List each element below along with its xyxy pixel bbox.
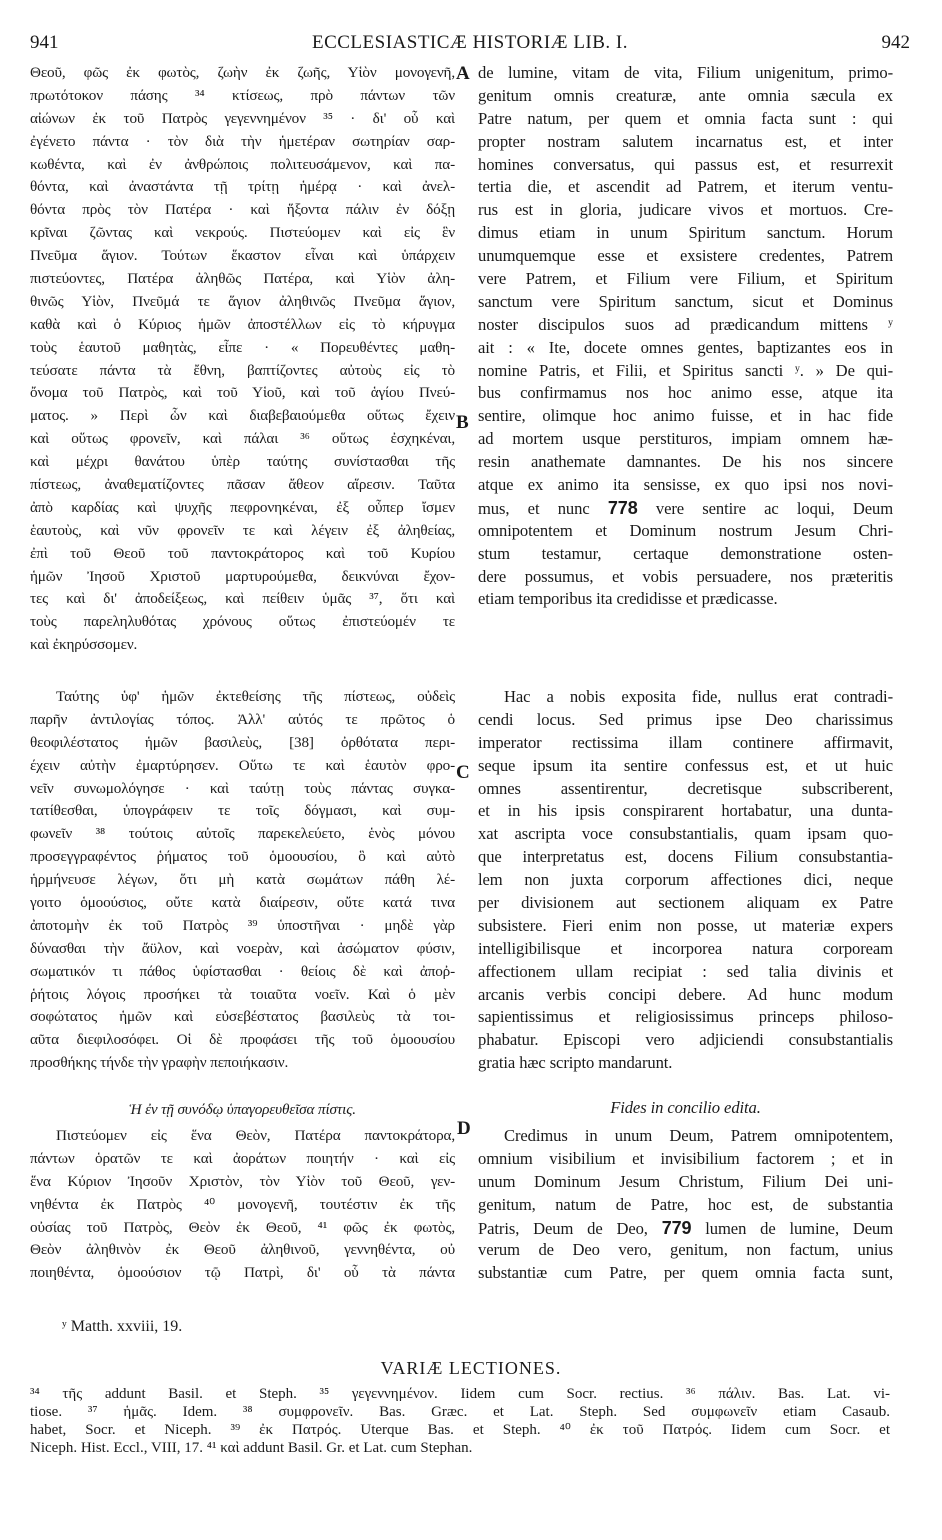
text-line: σωματικόν τι πάθος ὑφίστασθαι · θείοις δὲ καὶ ἀποῤ- (30, 962, 455, 980)
running-header (30, 32, 910, 58)
text-line: omnium visibilium et invisibilium factorem ; et in (478, 1148, 893, 1168)
variant-note-line: ³⁴ τῆς addunt Basil. et Steph. ³⁵ γεγεννημένον. Iidem cum Socr. rectius. ³⁶ πάλιν. Bas. Lat. vi- (30, 1386, 890, 1402)
text-line: πρωτότοκον πάσης ³⁴ κτίσεως, πρὸ πάντων τῶν (30, 86, 455, 104)
text-line: affectionem ullam recipiat : sed talia divinis et (478, 961, 893, 981)
text-line: Θεοῦ, φῶς ἐκ φωτὸς, ζωὴν ἐκ ζωῆς, Υἱὸν μονογενῆ, (30, 64, 455, 81)
text-line: ματος. » Περὶ ὧν καὶ διαβεβαιούμεθα οὕτως ἔχειν (30, 407, 455, 425)
text-line: gratia hæc scripto mandarunt. (478, 1053, 673, 1073)
text-line: Patre natum, per quem et omnia facta sunt : qui (478, 108, 893, 128)
text-line: Hac a nobis exposita fide, nullus erat contradi- (504, 687, 893, 706)
text-line: sanctum vere Spiritum sanctum, sicut et Dominus (478, 291, 893, 311)
text-line: Θεὸν ἀληθινὸν ἐκ Θεοῦ ἀληθινοῦ, γεννηθέντα, οὐ (30, 1241, 455, 1259)
text-fragment: mus, et nunc (478, 498, 608, 518)
greek-heading-line: Ἡ ἐν τῇ συνόδῳ ὑπαγορευθεῖσα πίστις. (129, 1101, 356, 1118)
text-line: έχειν αὐτὴν ἐμαρτύρησεν. Οὕτω τε καὶ ἑαυτὸν φρο- (30, 756, 455, 774)
text-line: νεῖν συνωμολόγησε · καὶ ταύτῃ τοὺς πάντας συγκα- (30, 779, 455, 797)
text-line: ait : « Ite, docete omnes gentes, baptizantes eos in (478, 337, 893, 357)
variae-lectiones-title: VARIÆ LECTIONES. (380, 1358, 562, 1378)
page-number-right: 942 (881, 32, 910, 53)
text-line: ἑαυτοὺς, καὶ νῦν φρονεῖν τε καὶ λέγειν ἐξ ἀληθείας, (30, 521, 455, 539)
text-line: αἰώνων ἐκ τοῦ Πατρὸς γεγεννημένον ³⁵ · δι' οὗ καὶ (30, 109, 455, 127)
text-line: θινῶς Υἱὸν, Πνεῦμά τε ἅγιον ἀληθινῶς Πνεῦμα ἅγιον, (30, 292, 455, 310)
text-line: φωνεῖν ³⁸ τούτοις αὐτοῖς παρεκελεύετο, ἑνὸς μόνου (30, 825, 455, 843)
text-line: rus est in gloria, judicare vivos et mortuos. Cre- (478, 200, 893, 220)
latin-text-block-2 (478, 686, 893, 1075)
text-line: omnipotentem et Dominum nostrum Jesum Chri- (478, 520, 893, 540)
text-line: ὄνομα τοῦ Πατρὸς, καὶ τοῦ Υἱοῦ, καὶ τοῦ ἁγίου Πνεύ- (30, 384, 455, 402)
text-line: arcanis verbis concipi debere. Ad hunc modum (478, 984, 893, 1004)
latin-heading-line: Fides in concilio edita. (610, 1098, 761, 1117)
text-line: resin anathemate damnantes. De his nos sincere (478, 452, 893, 472)
text-line: αῦτα διεφιλοσόφει. Οἱ δὲ προφάσει τῆς τοῦ ὁμοουσίου (30, 1031, 455, 1049)
text-line: tertia die, et ascendit ad Patrem, et iterum ventu- (478, 177, 893, 197)
greek-text-block-3 (30, 1125, 455, 1285)
text-line: θόντα πρὸς τὸν Πατέρα · καὶ ἥξοντα πάλιν ἐν δόξῃ (30, 201, 455, 219)
text-line: Πνεῦμα ἅγιον. Τούτων ἕκαστον εἶναι καὶ ὑπάρχειν (30, 247, 455, 265)
text-line: Ταύτης ὑφ' ἡμῶν ἐκτεθείσης τῆς πίστεως, οὐδεὶς (56, 688, 455, 705)
text-line: πίστεως, ἀναθεματίζοντες πᾶσαν ἄθεον αἵρεσιν. Ταῦτα (30, 476, 455, 494)
text-line: etiam temporibus ita credidisse et prædicasse. (478, 589, 778, 609)
text-line: κρῖναι ζῶντας καὶ νεκρούς. Πιστεύομεν καὶ εἰς ἓν (30, 224, 455, 242)
text-fragment: Patris, Deum de Deo, (478, 1218, 662, 1238)
text-line: propter nostram salutem incarnatus est, et inter (478, 131, 893, 151)
text-line: de lumine, vitam de vita, Filium unigenitum, primo- (478, 63, 893, 82)
text-fragment: vere sentire ac loqui, Deum (637, 498, 893, 518)
text-line: ad mortem usque perstituros, impiam omnem hæ- (478, 429, 893, 449)
text-line: σοφώτατος ἡμῶν καὶ εὐσεβέστατος βασιλεὺς τὰ τοι- (30, 1008, 455, 1026)
margin-marker-a: A (456, 63, 470, 84)
latin-subheading (478, 1097, 893, 1120)
text-line: bus confirmamus nos hoc animo esse, atque ita (478, 383, 893, 403)
text-line: nomine Patris, et Filii, et Spiritus sancti ʸ. » De qui- (478, 360, 893, 380)
text-line: imperator rectissima illam continere affirmavit, (478, 732, 893, 752)
text-line: δύνασθαι τὴν ἄϋλον, καὶ νοερὰν, καὶ ἀσώματον φύσιν, (30, 939, 455, 957)
text-line: stum testamur, certaque demonstratione osten- (478, 543, 893, 563)
text-line: seque ipsum ita sentire confessus est, et ut huic (478, 755, 893, 775)
page-number-left: 941 (30, 32, 59, 53)
latin-text-block-1 (478, 62, 893, 611)
text-line: ποιηθέντα, ὁμοούσιον τῷ Πατρὶ, δι' οὗ τὰ πάντα (30, 1264, 455, 1282)
text-line: lem non juxta corporum affectiones dici, neque (478, 870, 893, 890)
text-line: τεύσατε πάντα τὰ ἔθνη, βαπτίζοντες αὐτοὺς εἰς τὸ (30, 361, 455, 379)
text-line: que interpretatus est, docens Filium consubstantia- (478, 847, 893, 867)
text-line: intelligibilisque et incorporea natura corpoream (478, 938, 893, 958)
text-line (478, 1217, 893, 1240)
text-line: sentire, olimque hoc animo fuisse, et in hac fide (478, 406, 893, 426)
text-line: ἐπὶ τοῦ Θεοῦ τοῦ παντοκράτορος καὶ τοῦ Κυρίου (30, 544, 455, 562)
margin-marker-c: C (456, 762, 470, 783)
text-line: ῥήτοις λόγοις προσήκει τὰ τοιαῦτα νοεῖν. Καὶ ὁ μὲν (30, 985, 455, 1003)
text-line: πιστεύοντες, Πατέρα ἀληθῶς Πατέρα, καὶ Υἱὸν ἀλη- (30, 270, 455, 288)
text-line: vere Patrem, et Filium vere Filium, et Spiritum (478, 269, 893, 289)
text-line: πάντων ὁρατῶν τε καὶ ἀοράτων ποιητήν · καὶ εἰς (30, 1149, 455, 1167)
text-line: τες καὶ δι' ἀποδείξεως, καὶ πείθειν ὑμᾶς ³⁷, ὅτι καὶ (30, 590, 455, 608)
text-line: προσεγγραφέντος ῥήματος τοῦ ὁμοουσίου, ὃ καὶ αὐτὸ (30, 848, 455, 866)
variae-lectiones-notes (30, 1385, 890, 1457)
text-line: τατίθεσθαι, ὑπογράφειν τε τοῖς δόγμασι, καὶ συμ- (30, 802, 455, 820)
column-number: 779 (661, 1217, 692, 1238)
variant-note-line: tiose. ³⁷ ἡμᾶς. Idem. ³⁸ συμφρονεῖν. Bas. Græc. et Lat. Steph. Sed συμφωνεῖν etiam Casaub. (30, 1404, 890, 1420)
text-line: xat ascripta voce consubstantialis, quam ipsam quo- (478, 824, 893, 844)
text-line: τοὺς παρεληλυθότας χρόνους οὕτως ἐπιστεύομέν τε (30, 613, 455, 631)
text-line: verum de Deo vero, genitum, non factum, unius (478, 1240, 893, 1260)
margin-marker-b: B (456, 412, 469, 433)
text-line: per divisionem aut sectionem aliquam ex Patre (478, 893, 893, 913)
text-line: cendi locus. Sed primus ipse Deo charissimus (478, 709, 893, 729)
text-line: subsistere. Fieri enim non posse, ut materiæ expers (478, 915, 893, 935)
text-line: προσθήκης τήνδε τὴν γραφὴν πεποιήκασιν. (30, 1054, 289, 1072)
text-line: et in his ipsis conspirarent hortabatur, una dunta- (478, 801, 893, 821)
text-line: noster discipulos suos ad prædicandum mittens ʸ (478, 314, 893, 334)
text-line: ἀποτομὴν ἐκ τοῦ Πατρὸς ³⁹ ὑποστῆναι · μηδὲ γὰρ (30, 916, 455, 934)
text-line: atque ex animo ita sensisse, ex quo ipsi nos novi- (478, 475, 893, 495)
text-line: phabatur. Episcopi vero adjiciendi consubstantialis (478, 1030, 893, 1050)
text-line: γοιτο ὁμοούσιος, οὔτε κατὰ διαίρεσιν, οὔτε κατά τινα (30, 894, 455, 912)
text-fragment: lumen de lumine, Deum (691, 1218, 893, 1238)
footnote: ʸ Matth. xxviii, 19. (62, 1318, 183, 1335)
text-line: ἡρμήνευσε λέγων, ὅτι μὴ κατὰ σωμάτων πάθη λέ- (30, 871, 455, 889)
variant-note-line: Niceph. Hist. Eccl., VIII, 17. ⁴¹ καὶ addunt Basil. Gr. et Lat. cum Stephan. (30, 1440, 473, 1456)
greek-text-block-2 (30, 686, 455, 1075)
text-line: ἡμῶν Ἰησοῦ Χριστοῦ μαρτυρούμεθα, δεικνύναι ἔχον- (30, 567, 455, 585)
text-line: unumquemque esse et exsistere credentes, Patrem (478, 246, 893, 266)
running-title: ECCLESIASTICÆ HISTORIÆ LIB. I. (311, 32, 629, 53)
text-line: καὶ μέχρι θανάτου ὑπὲρ ταύτης συνίστασθαι τῆς (30, 453, 455, 471)
text-line: καὶ οὕτως φρονεῖν, καὶ πάλαι ³⁶ οὕτως ἐσχηκέναι, (30, 430, 455, 448)
text-line: genitum omnis creaturæ, ante omnia sæcula ex (478, 85, 893, 105)
text-line (478, 497, 893, 520)
text-line: sapientissimus et religiosissimus princeps philoso- (478, 1007, 893, 1027)
text-line: θεοφιλέστατος ἡμῶν βασιλεὺς, [38] ὀρθότατα περι- (30, 733, 455, 751)
text-line: ἀπὸ καρδίας καὶ ψυχῆς πεφρονηκέναι, ἐξ οὗπερ ἴσμεν (30, 498, 455, 516)
text-line: substantiæ cum Patre, per quem omnia facta sunt, (478, 1263, 893, 1283)
text-line: unum Dominum Jesum Christum, Filium Dei uni- (478, 1171, 893, 1191)
text-line: dimus etiam in unum Spiritum sanctum. Horum (478, 223, 893, 243)
text-line: Πιστεύομεν εἰς ἕνα Θεὸν, Πατέρα παντοκράτορα, (56, 1127, 455, 1144)
text-line: ἕνα Κύριον Ἰησοῦν Χριστὸν, τὸν Υἱὸν τοῦ Θεοῦ, γεν- (30, 1172, 455, 1190)
text-line: οὐσίας τοῦ Πατρὸς, Θεὸν ἐκ Θεοῦ, ⁴¹ φῶς ἐκ φωτὸς, (30, 1218, 455, 1236)
text-line: θόντα, καὶ ἀναστάντα τῇ τρίτῃ ἡμέρᾳ · καὶ ἀνελ- (30, 178, 455, 196)
column-number: 778 (607, 497, 638, 518)
variant-note-line: habet, Socr. et Niceph. ³⁹ ἐκ Πατρός. Uterque Bas. et Steph. ⁴⁰ ἐκ τοῦ Πατρός. Iidem cum Socr. et (30, 1422, 890, 1438)
text-line: dere possumus, et vobis persuadere, nos præteritis (478, 566, 893, 586)
text-line: omnes assentirentur, decretisque subscriberent, (478, 778, 893, 798)
text-line: κωθέντα, καὶ ἐν ἀνθρώποις πολιτευσάμενον, καὶ πα- (30, 155, 455, 173)
text-line: παρῆν ἀντιλογίας τόπος. Ἀλλ' αὐτός τε πρῶτος ὁ (30, 710, 455, 728)
text-line: homines conversatus, qui passus est, et resurrexit (478, 154, 893, 174)
margin-marker-d: D (457, 1118, 471, 1139)
text-line: Credimus in unum Deum, Patrem omnipotentem, (504, 1126, 893, 1145)
greek-text-block-1 (30, 62, 455, 657)
text-line: καὶ ἐκηρύσσομεν. (30, 636, 138, 654)
text-line: τοὺς ἑαυτοῦ μαθητὰς, εἶπε · « Πορευθέντες μαθη- (30, 338, 455, 356)
text-line: καθὰ καὶ ὁ Κύριος ἡμῶν ἀποστέλλων εἰς τὸ κήρυγμα (30, 315, 455, 333)
text-line: νηθέντα ἐκ Πατρὸς ⁴⁰ μονογενῆ, τουτέστιν ἐκ τῆς (30, 1195, 455, 1213)
greek-subheading (30, 1099, 455, 1122)
text-line: ἐγένετο πάντα · τὸν διὰ τὴν ἡμετέραν σωτηρίαν σαρ- (30, 132, 455, 150)
text-line: genitum, natum de Patre, hoc est, de substantia (478, 1194, 893, 1214)
latin-text-block-3 (478, 1125, 893, 1285)
